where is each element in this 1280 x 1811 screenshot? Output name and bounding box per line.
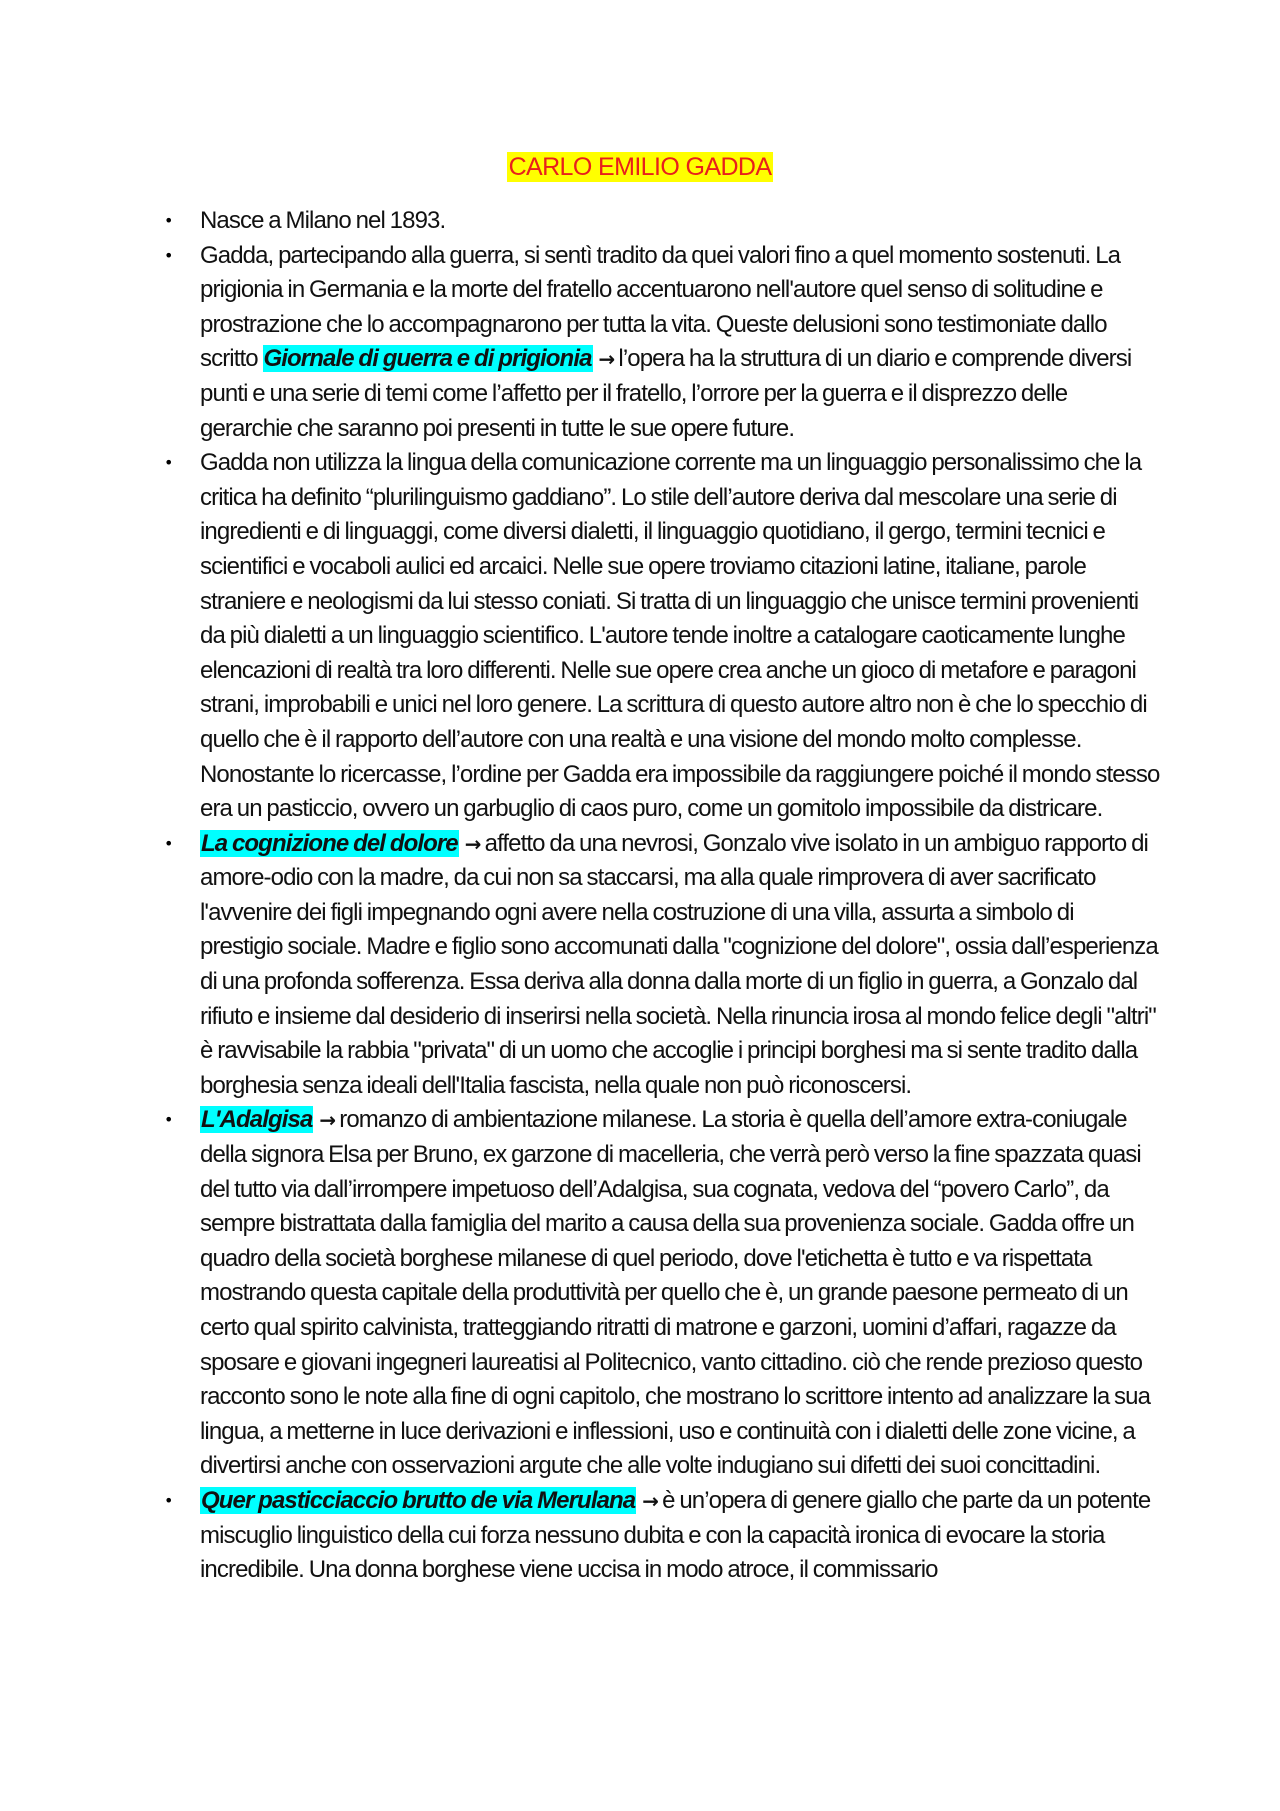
item-lead-text: Gadda, partecipando alla guerra, si sentì tradito da quei valori fino a quel momento sostenuti. La prigionia in Germania e la morte del fratello accentuarono nell'autore quel senso di solitudine e prostrazione che lo accompagnarono per tutta la vita. Queste delusioni sono testimoniate dallo scritto [200, 241, 1121, 373]
bullet-icon: • [164, 1490, 173, 1510]
work-title-highlight: Quer pasticciaccio brutto de via Merulana [201, 1486, 636, 1514]
item-text: è un’opera di genere giallo che parte da un potente miscuglio linguistico della cui forza nessuno dubita e con la capacità ironica di evocare la storia incredibile. Una donna borghese viene uccisa in modo atroce, il commissario [200, 1486, 1151, 1584]
arrow-icon: → [598, 347, 615, 372]
list-item [164, 239, 1160, 447]
item-text: l’opera ha la struttura di un diario e comprende diversi punti e una serie di temi come l’affetto per il fratello, l’orrore per la guerra e il disprezzo delle gerarchie che saranno poi presenti in tutte le sue opere future. [200, 345, 1132, 442]
bullet-icon: • [164, 1110, 173, 1130]
work-title-highlight: Giornale di guerra e di prigionia [263, 345, 592, 373]
bullet-icon: • [164, 453, 173, 473]
bullet-icon: • [164, 211, 173, 230]
work-title-highlight: La cognizione del dolore [201, 829, 458, 857]
list-item [164, 204, 1160, 239]
arrow-icon: → [319, 1108, 336, 1133]
bullet-icon: • [164, 833, 173, 853]
work-title-highlight: L'Adalgisa [201, 1106, 313, 1134]
item-text: Gadda non utilizza la lingua della comunicazione corrente ma un linguaggio personalissimo che la critica ha definito “plurilinguismo gaddiano”. Lo stile dell’autore deriva dal mescolare una serie di ingredienti e di linguaggi, come diversi dialetti, il linguaggio quotidiano, il gergo, termini tecnici e scientifici e vocaboli aulici ed arcaici. Nelle sue opere troviamo citazioni latine, italiane, parole straniere e neologismi da lui stesso coniati. Si tratta di un linguaggio che unisce termini provenienti da più dialetti a un linguaggio scientifico. L'autore tende inoltre a catalogare caoticamente lunghe elencazioni di realtà tra loro differenti. Nelle sue opere crea anche un gioco di metafore e paragoni strani, improbabili e unici nel loro genere. La scrittura di questo autore altro non è che lo specchio di quello che è il rapporto dell’autore con una realtà e una visione del mondo molto complesse. Nonostante lo ricercasse, l’ordine per Gadda era impossibile da raggiungere poiché il mondo stesso era un pasticcio, ovvero un garbuglio di caos puro, come un gomitolo impossibile da districare. [200, 449, 1160, 823]
item-text: affetto da una nevrosi, Gonzalo vive isolato in un ambiguo rapporto di amore-odio con la madre, da cui non sa staccarsi, ma alla quale rimprovera di aver sacrificato l'avvenire dei figli impegnando ogni avere nella costruzione di una villa, assurta a simbolo di prestigio sociale. Madre e figlio sono accomunati dalla "cognizione del dolore", ossia dall’esperienza di una profonda sofferenza. Essa deriva alla donna dalla morte di un figlio in guerra, a Gonzalo dal rifiuto e insieme dal desiderio di inserirsi nella società. Nella rinuncia irosa al mondo felice degli "altri" è ravvisabile la rabbia "privata" di un uomo che accoglie i principi borghesi ma si sente tradito dalla borghesia senza ideali dell'Italia fascista, nella quale non può riconoscersi. [200, 829, 1158, 1099]
bullet-list [164, 204, 1160, 1588]
arrow-icon: → [464, 831, 481, 856]
title-block [0, 152, 1280, 182]
list-item [164, 1103, 1160, 1484]
bullet-icon: • [164, 245, 173, 265]
arrow-icon: → [642, 1488, 659, 1513]
list-item [164, 446, 1160, 827]
item-text: Nasce a Milano nel 1893. [200, 207, 446, 234]
item-text: romanzo di ambientazione milanese. La storia è quella dell’amore extra-coniugale della signora Elsa per Bruno, ex garzone di macelleria, che verrà però verso la fine spazzata quasi del tutto via dall’irrompere impetuoso dell’Adalgisa, sua cognata, vedova del “povero Carlo”, da sempre bistrattata dalla famiglia del marito a causa della sua provenienza sociale. Gadda offre un quadro della società borghese milanese di quel periodo, dove l'etichetta è tutto e va rispettata mostrando questa capitale della produttività per quello che è, un grande paesone permeato di un certo qual spirito calvinista, tratteggiando ritratti di matrone e garzoni, uomini d’affari, ragazze da sposare e giovani ingegneri laureatisi al Politecnico, vanto cittadino. ciò che rende prezioso questo racconto sono le note alla fine di ogni capitolo, che mostrano lo scrittore intento ad analizzare la sua lingua, a metterne in luce derivazioni e inflessioni, uso e continuità con i dialetti delle zone vicine, a divertirsi anche con osservazioni argute che alle volte indugiano sui difetti dei suoi concittadini. [200, 1106, 1151, 1480]
document-title: CARLO EMILIO GADDA [508, 153, 772, 181]
list-item [164, 827, 1160, 1104]
list-item [164, 1484, 1160, 1588]
